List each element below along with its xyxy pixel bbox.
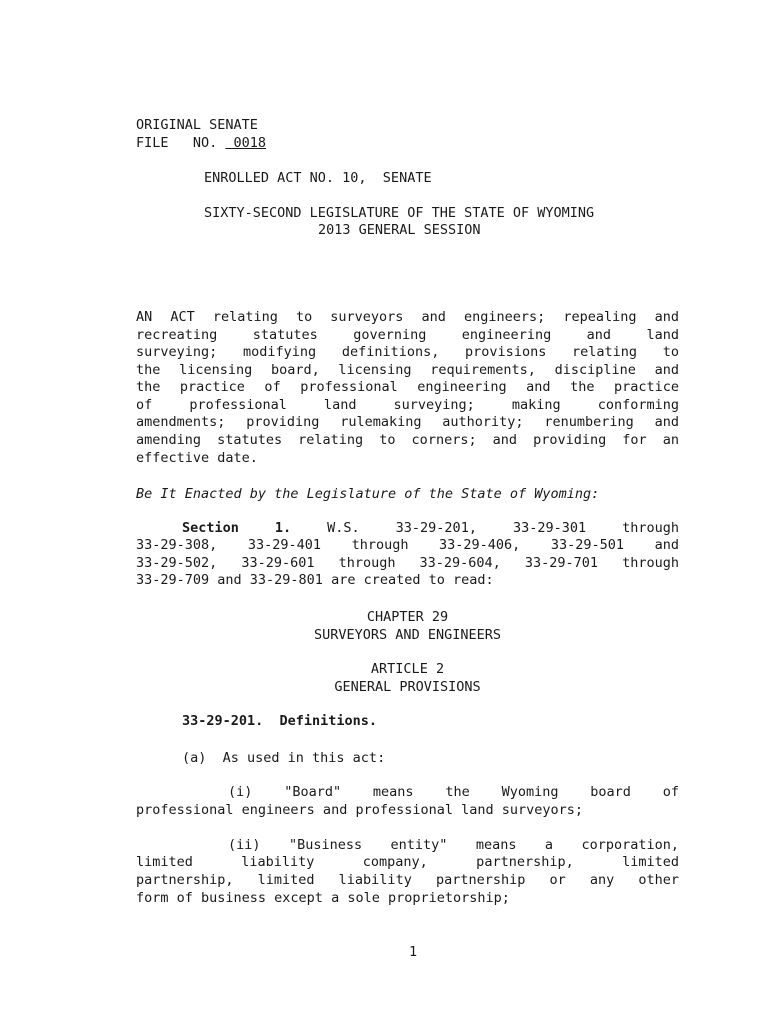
section-1-line: 33-29-709 and 33-29-801 are created to read: (136, 572, 494, 588)
section-1-line: 33-29-308, 33-29-401 through 33-29-406, 33-29-501 and (136, 537, 679, 553)
subsection-a: (a) As used in this act: (182, 750, 386, 766)
legislature-label: SIXTY-SECOND LEGISLATURE OF THE STATE OF WYOMING (204, 205, 595, 221)
definition-line: (ii) "Business entity" means a corporation, (228, 837, 679, 853)
definition-line: partnership, limited liability partnership or any other (136, 872, 679, 888)
title-line: the practice of professional engineering and the practice (136, 379, 679, 395)
file-number-label: FILE NO. (136, 135, 226, 151)
file-number-line (136, 134, 266, 152)
title-line: recreating statutes governing engineering and land (136, 327, 679, 343)
definition-line: professional engineers and professional land surveyors; (136, 802, 584, 818)
title-line: of professional land surveying; making conforming (136, 397, 679, 413)
title-line: amendments; providing rulemaking authority; renumbering and (136, 414, 679, 430)
article-title: GENERAL PROVISIONS (334, 679, 481, 695)
session-label: 2013 GENERAL SESSION (318, 222, 481, 238)
article-number: ARTICLE 2 (370, 661, 445, 677)
enacting-clause: Be It Enacted by the Legislature of the State of Wyoming: (136, 486, 600, 502)
section-1-label: Section 1. (182, 520, 292, 536)
page-number: 1 (409, 944, 418, 960)
section-1-first-line (182, 520, 679, 538)
section-1-line: 33-29-502, 33-29-601 through 33-29-604, 33-29-701 through (136, 555, 679, 571)
title-line: effective date. (136, 450, 258, 466)
title-line: AN ACT relating to surveyors and engineers; repealing and (136, 309, 679, 325)
title-line: amending statutes relating to corners; and providing for an (136, 432, 679, 448)
file-number-value: 0018 (225, 135, 267, 151)
chapter-title: SURVEYORS AND ENGINEERS (314, 627, 501, 643)
definition-line: limited liability company, partnership, limited (136, 854, 679, 870)
section-1-first-line-text: W.S. 33-29-201, 33-29-301 through (327, 520, 679, 536)
definitions-heading: 33-29-201. Definitions. (182, 713, 378, 729)
definition-line: (i) "Board" means the Wyoming board of (228, 784, 679, 800)
title-line: the licensing board, licensing requirements, discipline and (136, 362, 679, 378)
chapter-number: CHAPTER 29 (366, 609, 449, 625)
enrolled-act-label: ENROLLED ACT NO. 10, SENATE (204, 170, 432, 186)
title-line: surveying; modifying definitions, provisions relating to (136, 344, 679, 360)
definition-line: form of business except a sole proprietorship; (136, 890, 510, 906)
original-senate-label: ORIGINAL SENATE (136, 117, 258, 133)
